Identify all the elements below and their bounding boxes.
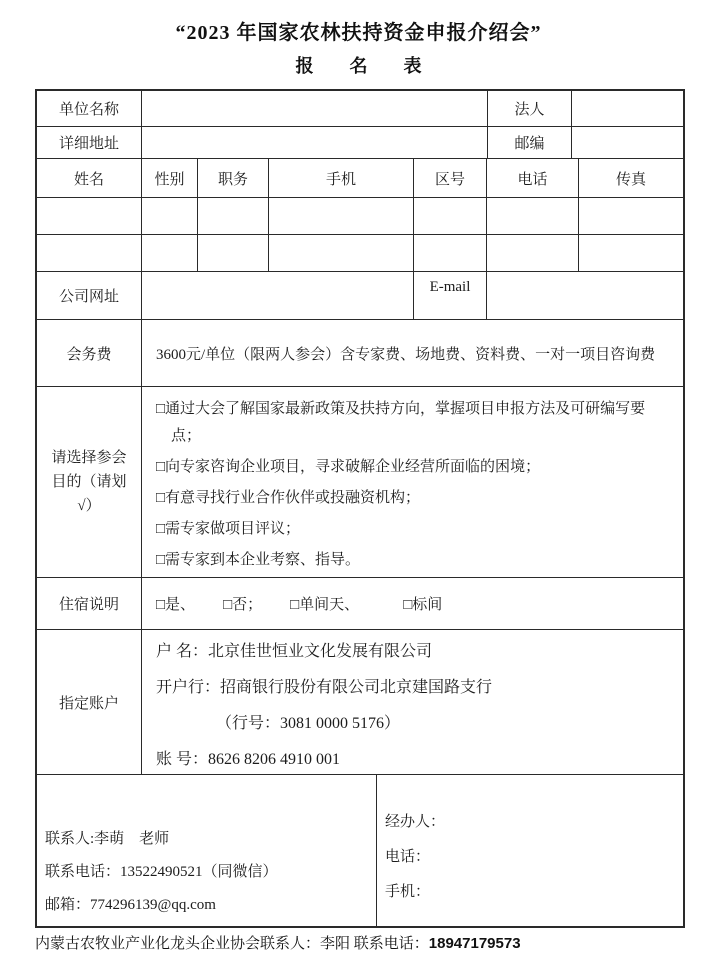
attendee-1-name-input[interactable] [37,198,142,234]
accommodation-checkbox-yes[interactable]: □是、 [156,597,196,613]
attendee-2-gender-input[interactable] [142,235,198,271]
row-unit-name [37,91,683,127]
purpose-checkbox-option[interactable]: □需专家做项目评议； [156,521,301,537]
purpose-checkbox-option[interactable]: □通过大会了解国家最新政策及扶持方向，掌握项目申报方法及可研编写要点； [156,401,646,444]
accommodation-checkbox-standard[interactable]: □标间 [403,597,443,613]
row-contacts [37,775,683,926]
attendee-1-mobile-input[interactable] [269,198,414,234]
accommodation-options [142,578,683,629]
footer-phone-number: 18947179573 [428,935,521,952]
attendee-row-1 [37,198,683,235]
legal-person-label: 法人 [488,91,572,126]
row-website-email [37,272,683,320]
row-purpose [37,387,683,578]
registration-table [35,89,685,928]
col-gender: 性别 [142,159,198,197]
col-mobile: 手机 [269,159,414,197]
attendee-2-name-input[interactable] [37,235,142,271]
row-accommodation [37,578,683,630]
association-contact-footer [35,932,521,953]
legal-person-input[interactable] [572,91,683,126]
attendee-1-fax-input[interactable] [579,198,683,234]
attendee-2-position-input[interactable] [198,235,269,271]
account-number: 账 号：8626 8206 4910 001 [156,751,341,768]
row-address [37,127,683,159]
handler-phone-label[interactable]: 电话： [385,849,431,865]
address-input[interactable] [142,127,488,158]
purpose-label: 请选择参会目的（请划√） [37,387,142,577]
col-name: 姓名 [37,159,142,197]
contact-email: 邮箱：774296139@qq.com [45,897,216,913]
email-input[interactable] [487,272,683,319]
form-title: 报 名 表 [295,56,422,76]
col-phone: 电话 [487,159,579,197]
purpose-checkbox-option[interactable]: □需专家到本企业考察、指导。 [156,552,361,568]
fee-label: 会务费 [37,320,142,386]
purpose-checkbox-option[interactable]: □向专家咨询企业项目，寻求破解企业经营所面临的困境； [156,459,541,475]
attendee-row-2 [37,235,683,272]
attendee-1-gender-input[interactable] [142,198,198,234]
company-site-input[interactable] [142,272,414,319]
account-holder: 户 名：北京佳世恒业文化发展有限公司 [156,643,433,660]
fee-description: 3600元/单位（限两人参会）含专家费、场地费、资料费、一对一项目咨询费 [156,346,656,363]
attendee-2-mobile-input[interactable] [269,235,414,271]
attendee-1-position-input[interactable] [198,198,269,234]
organizer-contact [37,775,377,926]
contact-person: 联系人:李萌 老师 [45,831,170,847]
email-label: E-mail [414,272,487,319]
row-account [37,630,683,775]
contact-phone: 联系电话：13522490521（同微信） [45,864,278,880]
handler-mobile-label[interactable]: 手机： [385,884,431,900]
attendee-2-phone-input[interactable] [487,235,579,271]
attendee-2-area-code-input[interactable] [414,235,487,271]
postal-code-label: 邮编 [488,127,572,158]
col-area-code: 区号 [414,159,487,197]
attendee-2-fax-input[interactable] [579,235,683,271]
attendee-1-phone-input[interactable] [487,198,579,234]
accommodation-label: 住宿说明 [37,578,142,629]
row-fee [37,320,683,387]
accommodation-checkbox-single[interactable]: □单间天、 [290,597,360,613]
handler-name-label[interactable]: 经办人： [385,814,446,830]
row-attendee-header [37,159,683,198]
company-site-label: 公司网址 [37,272,142,319]
purpose-checkbox-option[interactable]: □有意寻找行业合作伙伴或投融资机构； [156,490,421,506]
postal-code-input[interactable] [572,127,683,158]
account-bank-number: （行号：3081 0000 5176） [216,715,401,732]
address-label: 详细地址 [37,127,142,158]
unit-name-label: 单位名称 [37,91,142,126]
attendee-1-area-code-input[interactable] [414,198,487,234]
col-fax: 传真 [615,171,646,188]
accommodation-checkbox-no[interactable]: □否； [223,597,263,613]
purpose-options [142,387,683,577]
account-details [142,630,683,774]
footer-text: 内蒙古农牧业产业化龙头企业协会联系人：李阳 联系电话： [35,936,429,952]
col-position: 职务 [198,159,269,197]
doc-title: “2023 年国家农林扶持资金申报介绍会” [175,22,542,44]
account-bank: 开户行：招商银行股份有限公司北京建国路支行 [156,679,493,696]
handler-fields [377,775,683,926]
account-label: 指定账户 [37,630,142,774]
unit-name-input[interactable] [142,91,488,126]
